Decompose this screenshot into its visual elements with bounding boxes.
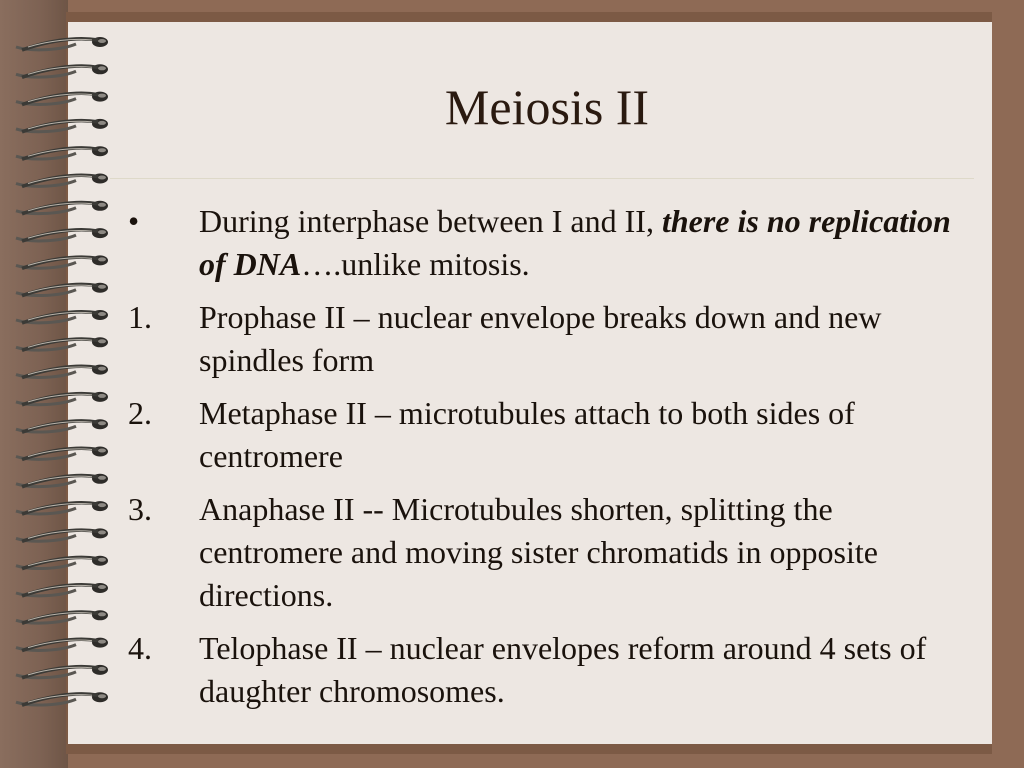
spiral-coil [16,201,108,214]
spiral-coil [16,283,108,296]
step-item-prophase [128,296,978,382]
intro-bullet [128,200,978,286]
spiral-coil [16,228,108,241]
bullet-list [128,200,978,723]
spiral-coil [16,146,108,159]
step-text: Metaphase II – microtubules attach to both sides of centromere [199,395,855,474]
step-item-metaphase [128,392,978,478]
bullet-marker: • [128,203,140,239]
spiral-coil [16,501,108,514]
spiral-coil [16,692,108,705]
spiral-coil [16,337,108,350]
intro-emphasis: there is no replication of DNA [199,203,951,282]
spiral-coil [16,255,108,268]
spiral-coil [16,365,108,378]
spiral-coil [16,665,108,678]
step-item-telophase [128,627,978,713]
step-text: Anaphase II -- Microtubules shorten, splitting the centromere and moving sister chromatids in opposite directions. [199,491,878,613]
spiral-coil [16,583,108,596]
title-divider [110,178,974,179]
step-text: Telophase II – nuclear envelopes reform around 4 sets of daughter chromosomes. [199,630,927,709]
spiral-coil [16,447,108,460]
spiral-coil [16,474,108,487]
step-number: 4. [128,630,152,666]
spiral-coil [16,419,108,432]
spiral-coil [16,174,108,187]
spiral-binding-icon [14,30,114,750]
intro-text-before: During interphase between I and II, [199,203,662,239]
spiral-coil [16,556,108,569]
intro-text-after: ….unlike mitosis. [301,246,530,282]
step-item-anaphase [128,488,978,617]
spiral-coil [16,37,108,50]
spiral-coil [16,610,108,623]
spiral-coil [16,392,108,405]
spiral-coil [16,528,108,541]
step-number: 1. [128,299,152,335]
step-number: 3. [128,491,152,527]
slide-title: Meiosis II [444,79,650,135]
spiral-coil [16,64,108,77]
spiral-coil [16,638,108,651]
spiral-coil [16,310,108,323]
step-number: 2. [128,395,152,431]
step-text: Prophase II – nuclear envelope breaks down and new spindles form [199,299,882,378]
